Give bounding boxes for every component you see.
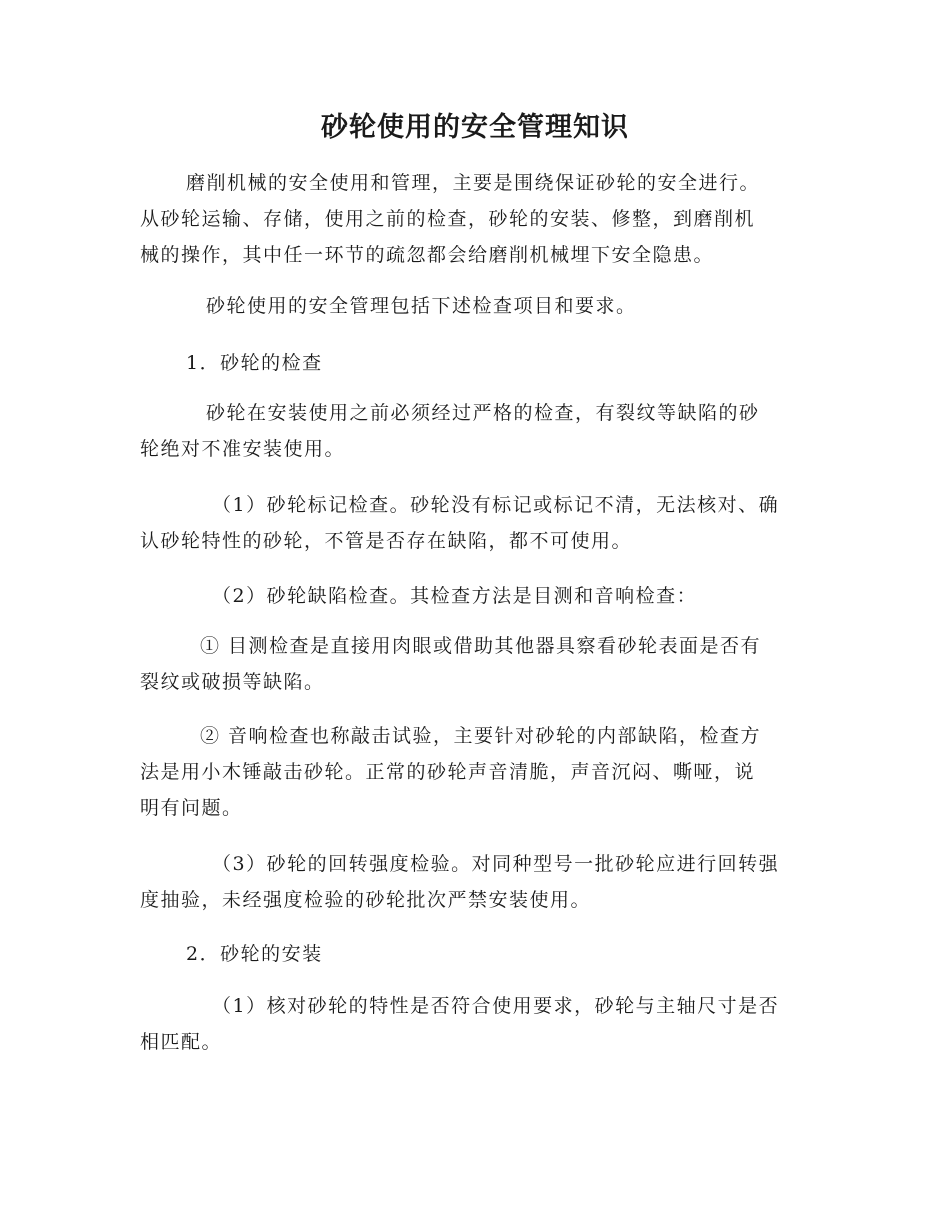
section-heading-2 bbox=[140, 936, 810, 972]
paragraph-installation-check bbox=[140, 988, 810, 1060]
paragraph-line: 度抽验，未经强度检验的砂轮批次严禁安装使用。 bbox=[140, 889, 592, 911]
paragraph-line: 法是用小木锤敲击砂轮。正常的砂轮声音清脆，声音沉闷、嘶哑，说 bbox=[140, 761, 756, 783]
paragraph-line: 裂纹或破损等缺陷。 bbox=[140, 671, 325, 693]
paragraph-line: 砂轮使用的安全管理包括下述检查项目和要求。 bbox=[206, 295, 637, 317]
section-heading-text: 2．砂轮的安装 bbox=[186, 943, 323, 965]
paragraph-marking-check bbox=[140, 487, 810, 559]
paragraph-line: ① 目测检查是直接用肉眼或借助其他器具察看砂轮表面是否有 bbox=[200, 635, 762, 657]
paragraph-line: ② 音响检查也称敲击试验，主要针对砂轮的内部缺陷，检查方 bbox=[200, 725, 762, 747]
section-heading-1 bbox=[140, 345, 810, 381]
paragraph-defect-check bbox=[140, 578, 810, 614]
paragraph-intro bbox=[140, 165, 810, 273]
paragraph-line: （1）核对砂轮的特性是否符合使用要求，砂轮与主轴尺寸是否 bbox=[212, 995, 780, 1017]
paragraph-line: 磨削机械的安全使用和管理，主要是围绕保证砂轮的安全进行。 bbox=[186, 172, 761, 194]
paragraph-line: 砂轮在安装使用之前必须经过严格的检查，有裂纹等缺陷的砂 bbox=[206, 402, 760, 424]
paragraph-line: （2）砂轮缺陷检查。其检查方法是目测和音响检查： bbox=[212, 585, 698, 607]
paragraph-line: 从砂轮运输、存储，使用之前的检查，砂轮的安装、修整，到磨削机 bbox=[140, 208, 756, 230]
paragraph-strength-test bbox=[140, 846, 810, 918]
document-title: 砂轮使用的安全管理知识 bbox=[321, 112, 629, 143]
paragraph-visual-check bbox=[140, 628, 810, 700]
section-heading-text: 1．砂轮的检查 bbox=[186, 352, 323, 374]
paragraph-line: （1）砂轮标记检查。砂轮没有标记或标记不清，无法核对、确 bbox=[212, 494, 780, 516]
paragraph-line: 认砂轮特性的砂轮，不管是否存在缺陷，都不可使用。 bbox=[140, 530, 633, 552]
paragraph-summary bbox=[140, 288, 810, 324]
paragraph-line: 相匹配。 bbox=[140, 1031, 223, 1053]
paragraph-sound-check bbox=[140, 718, 810, 826]
paragraph-inspection bbox=[140, 395, 810, 467]
paragraph-line: 明有问题。 bbox=[140, 797, 243, 819]
paragraph-line: （3）砂轮的回转强度检验。对同种型号一批砂轮应进行回转强 bbox=[212, 853, 780, 875]
paragraph-line: 轮绝对不准安装使用。 bbox=[140, 438, 346, 460]
paragraph-line: 械的操作，其中任一环节的疏忽都会给磨削机械埋下安全隐患。 bbox=[140, 244, 715, 266]
